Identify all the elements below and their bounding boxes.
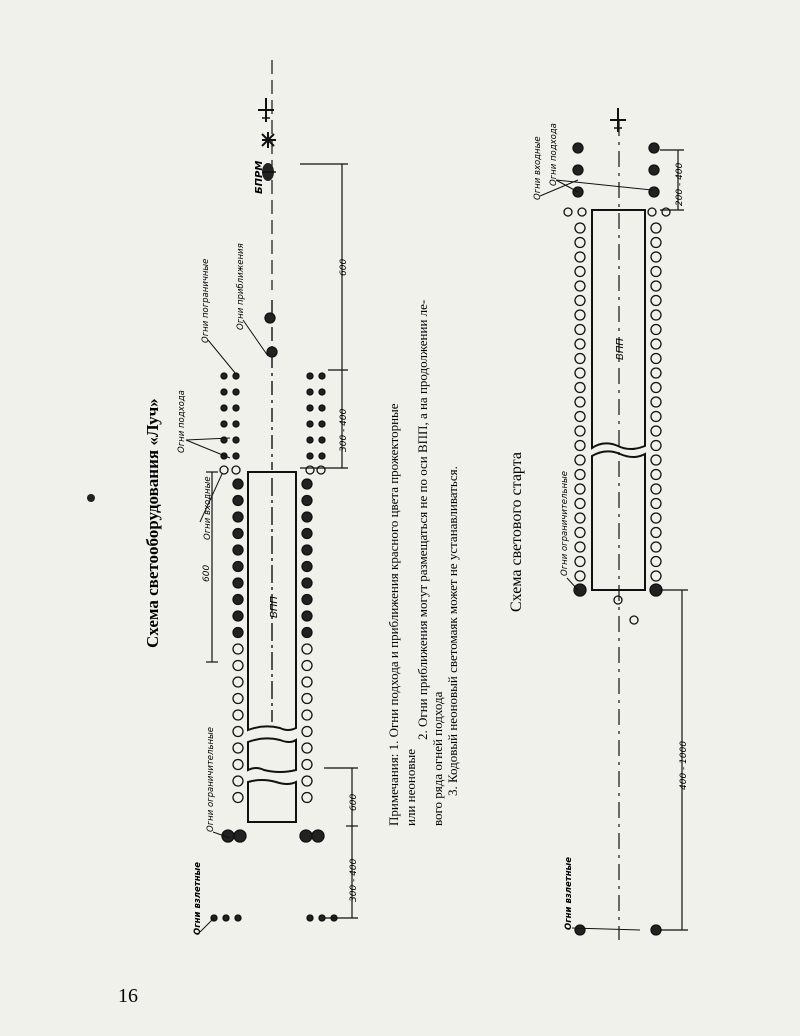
ink-dot (87, 494, 95, 502)
scheme1-proximity-label: Огни приближения (236, 243, 246, 330)
approach-light (307, 405, 313, 411)
notes-line-4: вого ряда огней подхода (430, 691, 445, 826)
scheme1-dim-600-top: 600 (202, 564, 212, 582)
edge-light (233, 595, 243, 605)
page-number: 16 (118, 985, 138, 1007)
notes-line-5: 3. Кодовый неоновый светомаяк может не устанавливаться. (445, 466, 460, 796)
scheme1-dim-300-400-right: 300 - 400 (339, 408, 349, 452)
scheme2-approach-label: Огни подхода (549, 123, 559, 186)
approach-light (319, 405, 325, 411)
edge-light (233, 628, 243, 638)
edge-light (233, 529, 243, 539)
notes-line-3: 2. Огни приближения могут размещаться не по оси ВПП, а на продолжении ле- (415, 299, 430, 740)
approach-light (233, 389, 239, 395)
scheme2-departure-label: Огни взлетные (564, 856, 574, 930)
notes-line-2: или неоновые (403, 749, 418, 826)
approach-light (233, 437, 239, 443)
scheme1-runway-label: ВПП (269, 596, 280, 618)
edge-light (302, 595, 312, 605)
approach-light (221, 421, 227, 427)
edge-light (233, 496, 243, 506)
edge-light (233, 578, 243, 588)
approach-light (319, 389, 325, 395)
edge-light (302, 611, 312, 621)
proximity-light (267, 347, 277, 357)
edge-light (302, 545, 312, 555)
notes-line-1: Примечания: 1. Огни подхода и приближения красного цвета прожекторные (386, 403, 401, 826)
approach-light (319, 373, 325, 379)
limit-light (574, 584, 586, 596)
scheme1-limit-label: Огни ограничительные (206, 727, 216, 832)
scheme2-entry-label: Огни входные (533, 136, 543, 200)
approach-light (649, 187, 659, 197)
edge-light (302, 479, 312, 489)
limit-light (300, 830, 312, 842)
approach-light (233, 421, 239, 427)
scheme1-border-label: Огни пограничные (201, 258, 211, 343)
scheme1-approach-label: Огни подхода (177, 390, 187, 453)
departure-light (235, 915, 241, 921)
edge-light (233, 512, 243, 522)
scheme2-dim-200-400: 200 - 400 (675, 162, 685, 206)
scheme1-title: Схема светооборудования «Луч» (143, 398, 162, 648)
edge-light (302, 578, 312, 588)
scheme1-entry-label: Огни входные (203, 476, 213, 540)
departure-light (223, 915, 229, 921)
approach-light (573, 165, 583, 175)
approach-light (307, 453, 313, 459)
approach-light (573, 143, 583, 153)
approach-light (319, 437, 325, 443)
approach-light (233, 405, 239, 411)
scheme2-runway-label: ВПП (615, 338, 626, 360)
approach-light (221, 389, 227, 395)
scheme1-departure-label: Огни взлетные (193, 861, 203, 935)
approach-light (233, 453, 239, 459)
edge-light (233, 545, 243, 555)
scheme1-dim-600-right: 600 (339, 258, 349, 276)
limit-light (312, 830, 324, 842)
approach-light (221, 405, 227, 411)
edge-light (233, 611, 243, 621)
scheme1-dim-300-400-left: 300 - 400 (349, 858, 359, 902)
scheme1-dim-600-left: 600 (349, 793, 359, 811)
approach-light (307, 437, 313, 443)
approach-light (307, 389, 313, 395)
approach-light (221, 373, 227, 379)
edge-light (233, 562, 243, 572)
approach-light (307, 421, 313, 427)
departure-light (651, 925, 661, 935)
departure-light (575, 925, 585, 935)
edge-light (302, 512, 312, 522)
edge-light (302, 562, 312, 572)
edge-light (302, 529, 312, 539)
limit-light (234, 830, 246, 842)
edge-light (233, 479, 243, 489)
edge-light (302, 628, 312, 638)
scheme2-dim-400-1000: 400 - 1000 (679, 740, 689, 790)
approach-light (649, 165, 659, 175)
approach-light (319, 453, 325, 459)
approach-light (319, 421, 325, 427)
scheme2-limit-label: Огни ограничительные (560, 471, 570, 576)
approach-light (307, 373, 313, 379)
edge-light (302, 496, 312, 506)
approach-light (649, 143, 659, 153)
proximity-light (265, 313, 275, 323)
departure-light (307, 915, 313, 921)
scheme2-title: Схема светового старта (508, 451, 525, 612)
scheme1-beacon-label: БПРМ (254, 160, 265, 194)
